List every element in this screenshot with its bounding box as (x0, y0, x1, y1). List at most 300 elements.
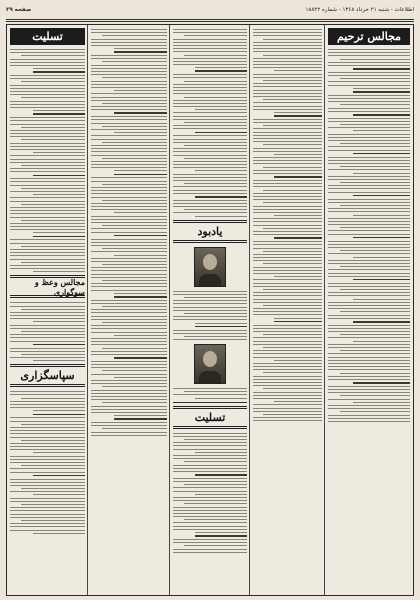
text-line (114, 335, 167, 336)
text-line (10, 325, 85, 326)
text-line (91, 151, 167, 152)
text-line (253, 212, 322, 213)
text-line (195, 323, 247, 324)
text-line (353, 279, 410, 281)
text-line (253, 366, 322, 367)
text-line (91, 261, 167, 262)
text-line (340, 250, 410, 251)
text-line (33, 194, 86, 195)
text-line (10, 65, 85, 66)
text-line (340, 350, 410, 351)
text-line (328, 263, 410, 264)
text-line (10, 456, 85, 457)
text-line (91, 251, 167, 252)
text-line (253, 45, 322, 46)
text-line (253, 420, 322, 421)
text-line (91, 193, 167, 194)
page-frame (6, 24, 414, 596)
text-line (328, 315, 410, 316)
text-line (328, 163, 410, 164)
text-line (173, 445, 247, 446)
text-line (10, 181, 85, 182)
text-line (253, 67, 322, 68)
text-line (10, 443, 85, 444)
text-line (173, 507, 247, 508)
text-line (91, 319, 167, 320)
text-line (328, 98, 410, 99)
text-line (353, 195, 410, 197)
text-line (91, 197, 167, 198)
text-line (253, 93, 322, 94)
text-line (328, 347, 410, 348)
text-line (173, 45, 247, 46)
text-line (21, 220, 85, 221)
text-line (91, 87, 167, 88)
text-line (173, 177, 247, 178)
text-line (10, 124, 85, 125)
text-line (91, 364, 167, 365)
text-line (91, 58, 167, 59)
text-line (91, 245, 167, 246)
text-line (102, 370, 167, 371)
text-line (253, 328, 322, 329)
text-line (102, 386, 167, 387)
text-line (173, 206, 247, 207)
column-announcements-a (249, 25, 325, 595)
text-line (340, 59, 410, 60)
text-line (263, 388, 322, 389)
text-line (91, 100, 167, 101)
remembrance-caption-text (170, 388, 250, 399)
text-line (173, 151, 247, 152)
text-line (328, 85, 410, 86)
text-line (91, 393, 167, 394)
text-line (263, 372, 322, 373)
text-line (21, 309, 85, 310)
text-line (10, 306, 85, 307)
text-line (253, 160, 322, 161)
text-line (328, 302, 410, 303)
text-line (173, 74, 247, 75)
text-line (91, 42, 167, 43)
text-line (10, 401, 85, 402)
text-line (253, 244, 322, 245)
text-line (328, 366, 410, 367)
text-line (253, 157, 322, 158)
text-line (253, 299, 322, 300)
text-line (253, 331, 322, 332)
text-line (91, 129, 167, 130)
text-line (91, 68, 167, 69)
text-line (10, 191, 85, 192)
text-line (253, 241, 322, 242)
text-line (10, 49, 85, 50)
text-line (253, 404, 322, 405)
text-line (10, 146, 85, 147)
text-line (91, 390, 167, 391)
text-line (340, 166, 410, 167)
text-line (328, 150, 410, 151)
text-line (328, 244, 410, 245)
text-line (353, 91, 410, 93)
text-line (10, 517, 85, 518)
text-line (184, 391, 247, 392)
text-line (102, 306, 167, 307)
text-line (114, 51, 167, 53)
text-line (173, 500, 247, 501)
text-line (173, 106, 247, 107)
text-line (274, 276, 322, 277)
memorial-banner: مجالس ترحیم (328, 28, 410, 45)
text-line (33, 410, 86, 411)
text-line (195, 494, 247, 495)
text-line (253, 86, 322, 87)
text-line (173, 436, 247, 437)
text-line (328, 121, 410, 122)
text-line (91, 258, 167, 259)
text-line (328, 360, 410, 361)
text-line (10, 433, 85, 434)
text-line (195, 196, 247, 198)
text-line (10, 334, 85, 335)
text-line (21, 139, 85, 140)
text-line (253, 132, 322, 133)
text-line (173, 203, 247, 204)
text-line (173, 139, 247, 140)
text-line (173, 468, 247, 469)
text-line (91, 274, 167, 275)
text-line (253, 64, 322, 65)
text-line (114, 293, 167, 294)
text-line (253, 173, 322, 174)
text-line (353, 237, 410, 239)
text-line (253, 122, 322, 123)
text-line (253, 138, 322, 139)
text-line (173, 339, 247, 340)
text-line (173, 307, 247, 308)
text-line (253, 411, 322, 412)
text-line (114, 235, 167, 237)
text-line (328, 376, 410, 377)
text-line (253, 379, 322, 380)
text-line (91, 106, 167, 107)
text-line (10, 315, 85, 316)
condolence-bottom-text (170, 433, 250, 553)
text-line (253, 193, 322, 194)
text-line (328, 328, 410, 329)
text-line (10, 62, 85, 63)
text-line (328, 283, 410, 284)
text-line (91, 290, 167, 291)
text-line (10, 52, 85, 53)
text-line (91, 177, 167, 178)
text-line (10, 507, 85, 508)
text-line (328, 224, 410, 225)
text-line (173, 294, 247, 295)
text-line (263, 414, 322, 415)
text-line (328, 65, 410, 66)
text-line (173, 316, 247, 317)
text-line (91, 181, 167, 182)
text-line (263, 55, 322, 56)
text-line (253, 61, 322, 62)
text-line (10, 226, 85, 227)
text-line (274, 215, 322, 216)
text-line (328, 357, 410, 358)
text-line (173, 330, 247, 331)
text-line (114, 212, 167, 213)
text-line (10, 407, 85, 408)
text-line (10, 120, 85, 121)
text-line (10, 265, 85, 266)
text-line (263, 202, 322, 203)
text-line (263, 347, 322, 348)
text-line (253, 382, 322, 383)
text-line (21, 246, 85, 247)
text-line (91, 409, 167, 410)
text-line (10, 91, 85, 92)
text-line (184, 484, 247, 485)
text-line (328, 399, 410, 400)
text-line (173, 471, 247, 472)
text-line (10, 210, 85, 211)
text-line (10, 530, 85, 531)
text-line (91, 361, 167, 362)
text-line (10, 94, 85, 95)
text-line (253, 199, 322, 200)
text-line (340, 182, 410, 183)
text-line (184, 461, 247, 462)
text-line (173, 190, 247, 191)
thanks-text (7, 391, 88, 533)
page-number: صفحه ۲۹ (6, 7, 32, 13)
text-line (91, 203, 167, 204)
text-line (253, 337, 322, 338)
text-line (173, 142, 247, 143)
text-line (328, 331, 410, 332)
text-line (195, 452, 247, 453)
text-line (102, 142, 167, 143)
text-line (173, 442, 247, 443)
text-line (91, 161, 167, 162)
text-line (253, 90, 322, 91)
text-line (10, 430, 85, 431)
text-line (21, 424, 85, 425)
text-line (91, 328, 167, 329)
text-line (91, 303, 167, 304)
text-line (91, 222, 167, 223)
text-line (91, 190, 167, 191)
text-line (10, 185, 85, 186)
text-line (328, 81, 410, 82)
text-line (184, 183, 247, 184)
text-line (253, 283, 322, 284)
text-line (10, 351, 85, 352)
text-line (253, 302, 322, 303)
text-line (253, 135, 322, 136)
text-line (33, 360, 86, 361)
text-line (328, 234, 410, 235)
text-line (328, 392, 410, 393)
text-line (173, 167, 247, 168)
text-line (91, 116, 167, 117)
text-line (328, 379, 410, 380)
text-line (184, 97, 247, 98)
text-line (173, 481, 247, 482)
text-line (10, 178, 85, 179)
text-line (91, 65, 167, 66)
text-line (173, 291, 247, 292)
text-line (102, 158, 167, 159)
text-line (184, 545, 247, 546)
text-line (10, 394, 85, 395)
text-line (10, 249, 85, 250)
text-line (195, 170, 247, 171)
text-line (10, 421, 85, 422)
text-line (173, 164, 247, 165)
text-line (173, 449, 247, 450)
text-line (353, 173, 410, 174)
text-line (274, 154, 322, 155)
text-line (184, 519, 247, 520)
text-line (353, 299, 410, 300)
text-line (91, 277, 167, 278)
text-line (91, 316, 167, 317)
text-line (10, 526, 85, 527)
text-line (195, 326, 247, 328)
text-line (91, 432, 167, 433)
remembrance-top-text (170, 25, 250, 217)
text-line (340, 266, 410, 267)
text-line (21, 504, 85, 505)
text-line (353, 257, 410, 258)
text-line (328, 308, 410, 309)
text-line (253, 209, 322, 210)
text-line (91, 148, 167, 149)
text-line (253, 314, 322, 315)
text-line (114, 112, 167, 114)
text-line (353, 153, 410, 155)
portrait-photo-2 (194, 344, 226, 384)
text-line (253, 408, 322, 409)
text-line (340, 124, 410, 125)
text-line (328, 108, 410, 109)
text-line (253, 248, 322, 249)
text-line (114, 174, 167, 176)
column-memorial (324, 25, 413, 595)
text-line (173, 90, 247, 91)
text-line (173, 433, 247, 434)
text-line (195, 67, 247, 68)
text-line (253, 363, 322, 364)
text-line (10, 446, 85, 447)
text-line (10, 207, 85, 208)
text-line (253, 77, 322, 78)
text-line (263, 263, 322, 264)
text-line (328, 276, 410, 277)
column-announcements-b (87, 25, 170, 595)
text-line (253, 74, 322, 75)
text-line (173, 394, 247, 395)
text-line (173, 510, 247, 511)
text-line (173, 87, 247, 88)
text-line (253, 51, 322, 52)
text-line (91, 81, 167, 82)
text-line (184, 122, 247, 123)
text-line (91, 71, 167, 72)
text-line (263, 334, 322, 335)
text-line (10, 341, 85, 342)
text-line (328, 137, 410, 138)
text-line (328, 127, 410, 128)
text-line (253, 58, 322, 59)
text-line (253, 96, 322, 97)
text-line (10, 312, 85, 313)
text-line (91, 435, 167, 436)
text-line (91, 367, 167, 368)
text-line (253, 385, 322, 386)
text-line (33, 344, 86, 346)
text-line (253, 398, 322, 399)
text-line (114, 90, 167, 91)
text-line (102, 77, 167, 78)
text-line (33, 494, 86, 495)
text-line (91, 300, 167, 301)
text-line (173, 77, 247, 78)
text-line (263, 289, 322, 290)
text-line (173, 522, 247, 523)
text-line (91, 109, 167, 110)
remembrance-banner: یادبود (173, 220, 247, 243)
text-line (173, 497, 247, 498)
text-line (328, 176, 410, 177)
text-line (10, 88, 85, 89)
text-line (21, 55, 85, 56)
text-line (91, 167, 167, 168)
text-line (91, 412, 167, 413)
text-line (253, 148, 322, 149)
text-line (340, 227, 410, 228)
text-line (328, 179, 410, 180)
text-line (340, 205, 410, 206)
text-line (10, 155, 85, 156)
text-line (21, 465, 85, 466)
text-line (173, 455, 247, 456)
text-line (91, 187, 167, 188)
text-line (173, 61, 247, 62)
text-line (328, 241, 410, 242)
text-line (173, 458, 247, 459)
text-line (328, 221, 410, 222)
text-line (33, 321, 86, 322)
sermons-text (7, 302, 88, 361)
text-line (114, 357, 167, 359)
header-rule-double (6, 21, 414, 22)
text-line (340, 334, 410, 335)
text-line (21, 262, 85, 263)
text-line (33, 152, 86, 153)
text-line (173, 516, 247, 517)
text-line (253, 231, 322, 232)
text-line (328, 157, 410, 158)
text-line (328, 218, 410, 219)
text-line (10, 213, 85, 214)
text-line (33, 236, 86, 238)
remembrance-separator (173, 402, 247, 403)
text-line (173, 200, 247, 201)
text-line (184, 158, 247, 159)
text-line (253, 344, 322, 345)
